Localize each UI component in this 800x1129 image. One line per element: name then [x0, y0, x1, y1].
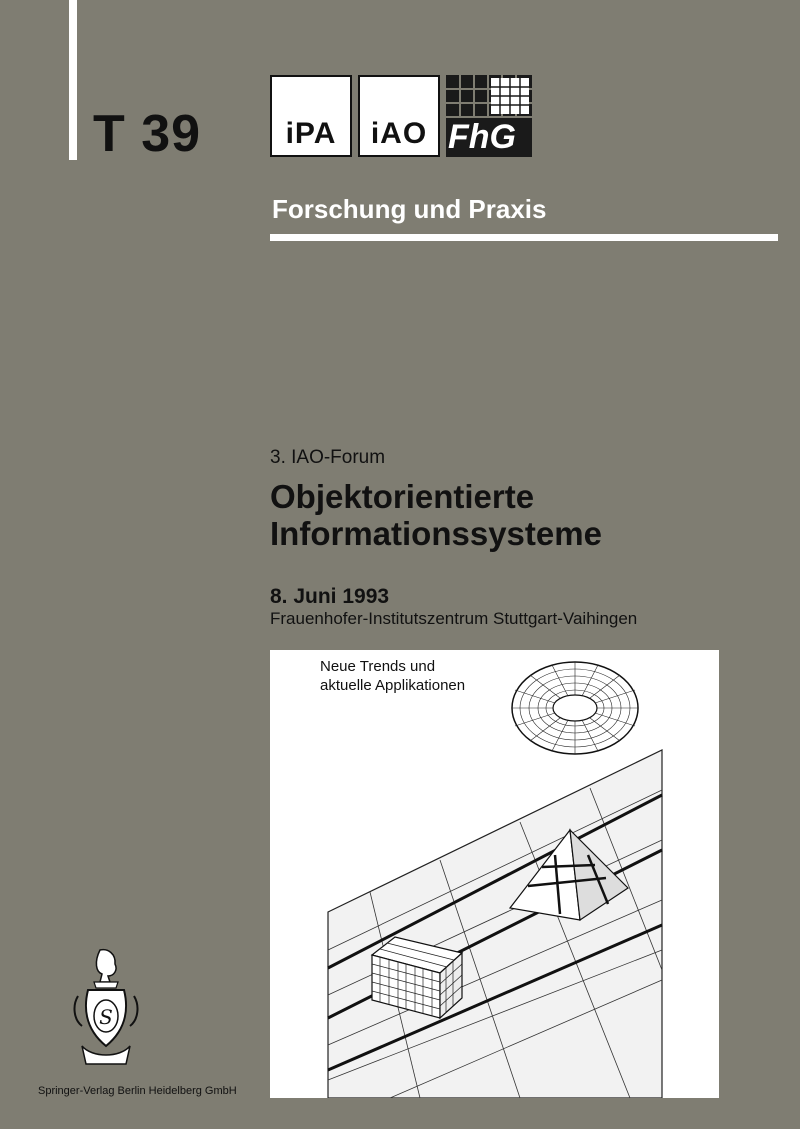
cover-illustration [270, 650, 719, 1098]
fhg-logo [446, 75, 532, 157]
fhg-logo-text: FhG [448, 118, 516, 156]
series-rule [270, 234, 778, 241]
illustration-caption-line1: Neue Trends und [320, 658, 436, 675]
book-title [270, 478, 602, 552]
publisher-name: Springer-Verlag Berlin Heidelberg GmbH [38, 1085, 237, 1097]
ipa-logo-text: iPA [285, 117, 337, 150]
event-date: 8. Juni 1993 [270, 585, 390, 608]
svg-text:S: S [99, 1005, 113, 1029]
springer-knight-icon [68, 946, 144, 1070]
series-side-bar [69, 0, 77, 160]
series-title: Forschung und Praxis [272, 194, 547, 224]
ipa-logo [270, 75, 352, 157]
iao-logo [358, 75, 440, 157]
book-title-line2: Informationssysteme [270, 515, 602, 552]
torus-icon [512, 662, 638, 754]
springer-knight-logo [68, 946, 144, 1075]
book-title-line1: Objektorientierte [270, 478, 535, 515]
series-number: T 39 [93, 105, 202, 163]
illustration-caption [320, 657, 465, 695]
event-venue: Frauenhofer-Institutszentrum Stuttgart-Vaihingen [270, 609, 638, 628]
iao-logo-text: iAO [370, 117, 428, 150]
forum-label: 3. IAO-Forum [270, 447, 386, 468]
illustration-caption-line2: aktuelle Applikationen [320, 677, 466, 694]
wireframe-scene-graphic [270, 650, 719, 1098]
